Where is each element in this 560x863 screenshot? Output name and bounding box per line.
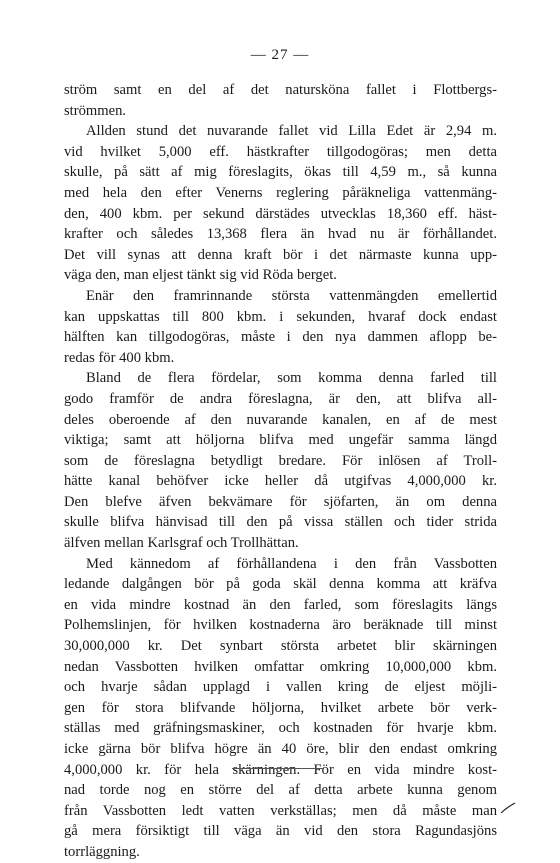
text-line: Bland de flera fördelar, som komma denna farled till (86, 370, 497, 387)
paragraph (64, 286, 497, 368)
text-line: med hela den efter Venerns reglering påräkneliga vattenmäng- (64, 184, 497, 201)
text-line: torrläggning. (64, 843, 140, 860)
text-line: gå mera försiktigt till väga än vid den stora Ragundasjöns (64, 823, 497, 840)
text-line: och hvarje sådan upplagd i vallen kring de eljest möjli- (64, 679, 497, 696)
text-line: kan uppskattas till 800 kbm. i sekunden, hvaraf dock endast (64, 308, 497, 325)
text-line: godo framför de andra föreslagna, är den, att blifva all- (64, 390, 497, 407)
text-line: nedan Vassbotten hvilken omfattar omkring 10,000,000 kbm. (64, 658, 497, 675)
page-number: — 27 — (250, 47, 310, 63)
text-line: viktiga; samt att höljorna blifva med ungefär samma längd (64, 432, 497, 449)
text-line: Den blefve äfven bekvämare för sjöfarten, än om denna (64, 493, 497, 510)
paragraph (64, 80, 497, 121)
paragraph (64, 368, 497, 553)
text-line: strömmen. (64, 102, 127, 119)
text-line: skulle, på sätt af mig föreslagits, ökas till 4,59 m., så kunna (64, 164, 497, 181)
text-line: Det vill synas att denna kraft bör i det närmaste kunna upp- (64, 246, 497, 263)
text-line: gen för stora blifvande höljorna, hvilket arbete bör verk- (64, 699, 497, 716)
text-line: Enär den framrinnande största vattenmängden emellertid (86, 287, 497, 304)
text-line: vid hvilket 5,000 eff. hästkrafter tillgodogöras; men detta (64, 143, 497, 160)
text-line: krafter och således 13,368 flera än hvad nu är förhållandet. (64, 226, 497, 243)
text-line: ställas med gräfningsmaskiner, och kostnaden för hvarje kbm. (64, 720, 497, 737)
text-line: Med kännedom af förhållandena i den från Vassbotten (86, 555, 497, 572)
pen-mark-icon (500, 802, 516, 814)
text-line: ström samt en del af det natursköna fallet i Flottbergs- (64, 82, 497, 98)
text-line: hätte kanal behöfver icke heller då utgifvas 4,000,000 kr. (64, 473, 497, 490)
paragraph (64, 121, 497, 286)
closing-rule (232, 768, 324, 769)
text-line: skulle blifva hänvisad till den på vissa ställen och tider strida (64, 514, 497, 531)
text-line: redas för 400 kbm. (64, 349, 175, 366)
text-line: deles oberoende af den nuvarande kanalen, en af de mest (64, 411, 497, 428)
text-line: ledande dalgången bör på goda skäl denna komma att kräfva (64, 576, 497, 593)
text-line: Allden stund det nuvarande fallet vid Lilla Edet är 2,94 m. (86, 123, 497, 140)
text-line: Polhemslinjen, för hvilken kostnaderna äro beräknade till minst (64, 617, 497, 634)
text-line: den, 400 kbm. per sekund därstädes utvecklas 18,360 eff. häst- (64, 205, 497, 222)
text-line: älfven mellan Karlsgraf och Trollhättan. (64, 535, 299, 552)
text-line: som de föreslagna betydligt bredare. För inlösen af Troll- (64, 452, 497, 469)
text-line: icke gärna bör blifva högre än 40 öre, blir den endast omkring (64, 741, 497, 757)
text-line: från Vassbotten ledt vatten verkställas; men då måste man (64, 802, 497, 819)
text-line: 4,000,000 kr. för hela skärningen. För en vida mindre kost- (64, 761, 497, 778)
text-line: väga den, man eljest tänkt sig vid Röda berget. (64, 267, 337, 284)
body-text (64, 80, 497, 863)
text-line: 30,000,000 kr. Det synbart största arbetet blir skärningen (64, 638, 497, 655)
paragraph (64, 554, 497, 863)
text-line: hälften kan tillgodogöras, måste i den nya dammen aflopp be- (64, 329, 497, 346)
text-line: nad torde nog en större del af detta arbete kunna genom (64, 782, 497, 799)
text-line: en vida mindre kostnad än den farled, som föreslagits längs (64, 596, 497, 613)
